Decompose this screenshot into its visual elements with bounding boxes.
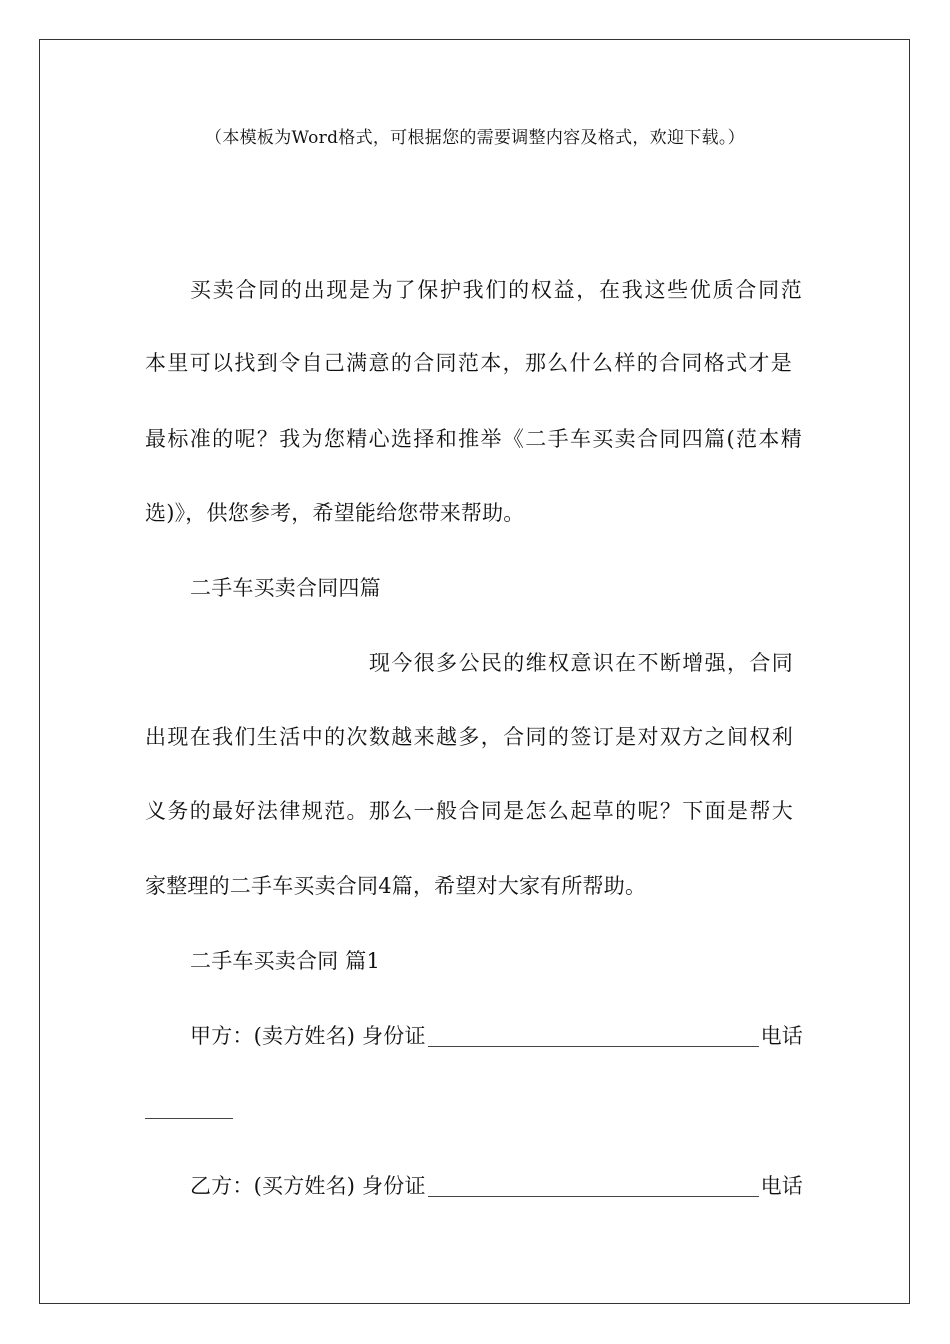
body-line-2: 出现在我们生活中的次数越来越多，合同的签订是对双方之间权利 — [145, 725, 793, 749]
party-a-phone-label: 电话 — [760, 1024, 803, 1048]
party-a-label: 甲方：(卖方姓名) 身份证 — [190, 1024, 426, 1048]
party-b-label: 乙方：(买方姓名) 身份证 — [190, 1174, 426, 1198]
body-line-4: 家整理的二手车买卖合同4篇，希望对大家有所帮助。 — [145, 874, 647, 898]
party-b-id-blank — [428, 1174, 759, 1197]
template-note: （本模板为Word格式，可根据您的需要调整内容及格式，欢迎下载。） — [205, 128, 745, 148]
party-a-id-blank — [428, 1024, 759, 1047]
main-heading: 二手车买卖合同四篇 — [190, 576, 381, 600]
party-a-row — [190, 1021, 803, 1051]
body-line-1: 现今很多公民的维权意识在不断增强，合同 — [369, 651, 793, 675]
intro-line-4: 选)》，供您参考，希望能给您带来帮助。 — [145, 501, 525, 525]
party-b-row — [190, 1171, 803, 1201]
party-b-phone-label: 电话 — [760, 1174, 803, 1198]
article-heading: 二手车买卖合同 篇1 — [190, 949, 381, 973]
intro-line-3: 最标准的呢？我为您精心选择和推举《二手车买卖合同四篇(范本精 — [145, 427, 802, 451]
body-line-3: 义务的最好法律规范。那么一般合同是怎么起草的呢？下面是帮大 — [145, 799, 793, 823]
intro-line-2: 本里可以找到令自己满意的合同范本，那么什么样的合同格式才是 — [145, 351, 792, 375]
intro-line-1: 买卖合同的出现是为了保护我们的权益，在我这些优质合同范 — [190, 278, 802, 302]
party-a-phone-blank — [145, 1118, 233, 1119]
